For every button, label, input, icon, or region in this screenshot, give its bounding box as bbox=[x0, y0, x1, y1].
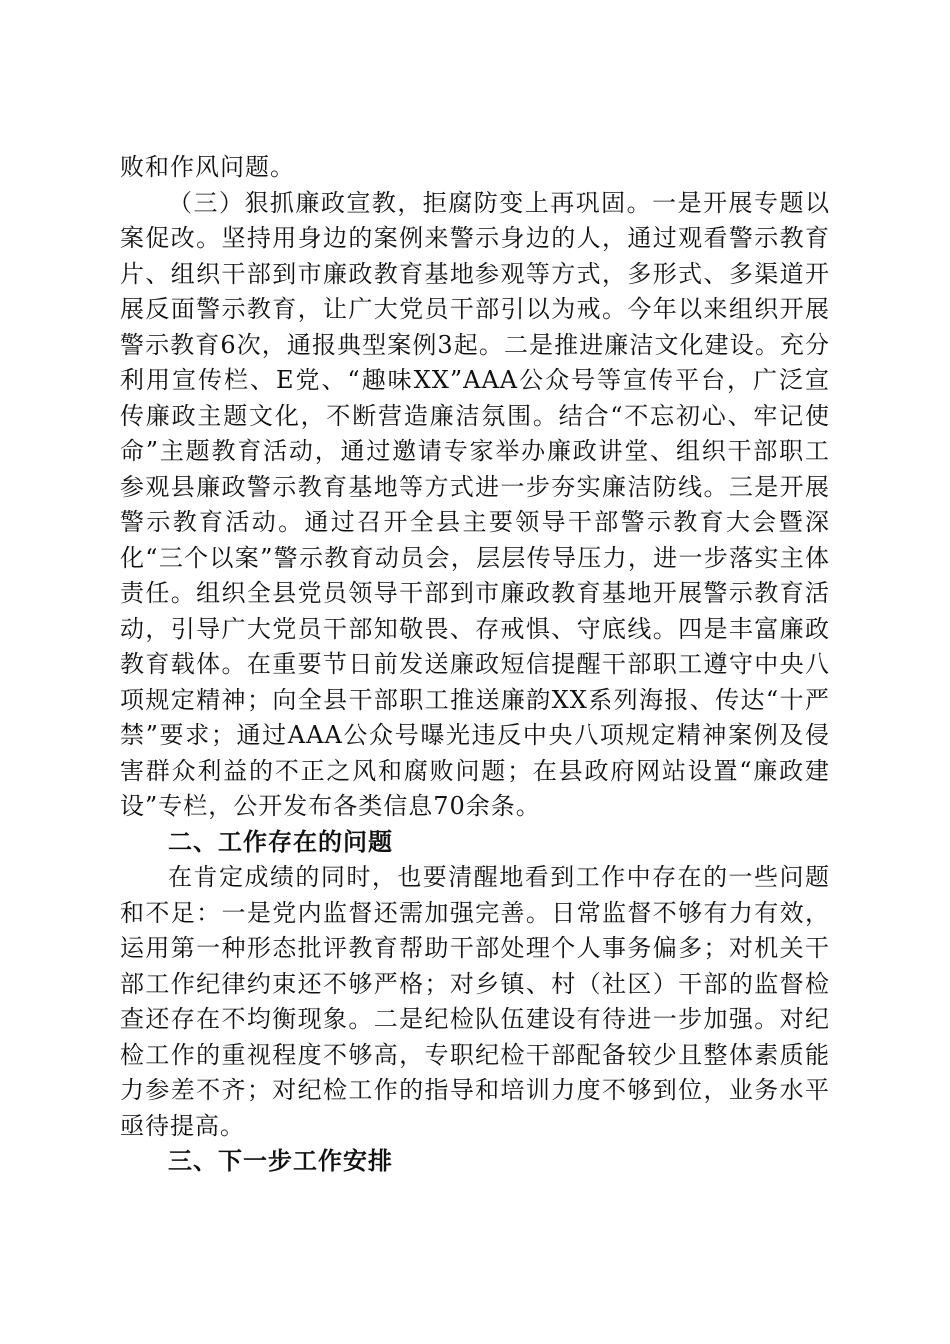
heading-work-problems: 二、工作存在的问题 bbox=[168, 827, 393, 856]
paragraph-continued: 败和作风问题。 bbox=[120, 153, 295, 181]
document-page bbox=[120, 150, 830, 1180]
heading-next-steps: 三、下一步工作安排 bbox=[168, 1147, 393, 1175]
paragraph-problems: 在肯定成绩的同时，也要清醒地看到工作中存在的一些问题和不足：一是党内监督还需加强完善。日常监督不够有力有效，运用第一种形态批评教育帮助干部处理个人事务偏多；对机关干部工作纪律约束还不够严格；对乡镇、村（社区）干部的监督检查还存在不均衡现象。二是纪检队伍建设有待进一步加强。对纪检工作的重视程度不够高，专职纪检干部配备较少且整体素质能力参差不齐；对纪检工作的指导和培训力度不够到位，业务水平亟待提高。 bbox=[120, 863, 830, 1140]
paragraph-section-3: （三）狠抓廉政宣教，拒腐防变上再巩固。一是开展专题以案促改。坚持用身边的案例来警示身边的人，通过观看警示教育片、组织干部到市廉政教育基地参观等方式，多形式、多渠道开展反面警示教育，让广大党员干部引以为戒。今年以来组织开展警示教育6次，通报典型案例3起。二是推进廉洁文化建设。充分利用宣传栏、E党、“趣味XX”AAA公众号等宣传平台，广泛宣传廉政主题文化，不断营造廉洁氛围。结合“不忘初心、牢记使命”主题教育活动，通过邀请专家举办廉政讲堂、组织干部职工参观县廉政警示教育基地等方式进一步夯实廉洁防线。三是开展警示教育活动。通过召开全县主要领导干部警示教育大会暨深化“三个以案”警示教育动员会，层层传导压力，进一步落实主体责任。组织全县党员领导干部到市廉政教育基地开展警示教育活动，引导广大党员干部知敬畏、存戒惧、守底线。四是丰富廉政教育载体。在重要节日前发送廉政短信提醒干部职工遵守中央八项规定精神；向全县干部职工推送廉韵XX系列海报、传达“十严禁”要求；通过AAA公众号曝光违反中央八项规定精神案例及侵害群众利益的不正之风和腐败问题；在县政府网站设置“廉政建设”专栏，公开发布各类信息70余条。 bbox=[120, 188, 830, 820]
